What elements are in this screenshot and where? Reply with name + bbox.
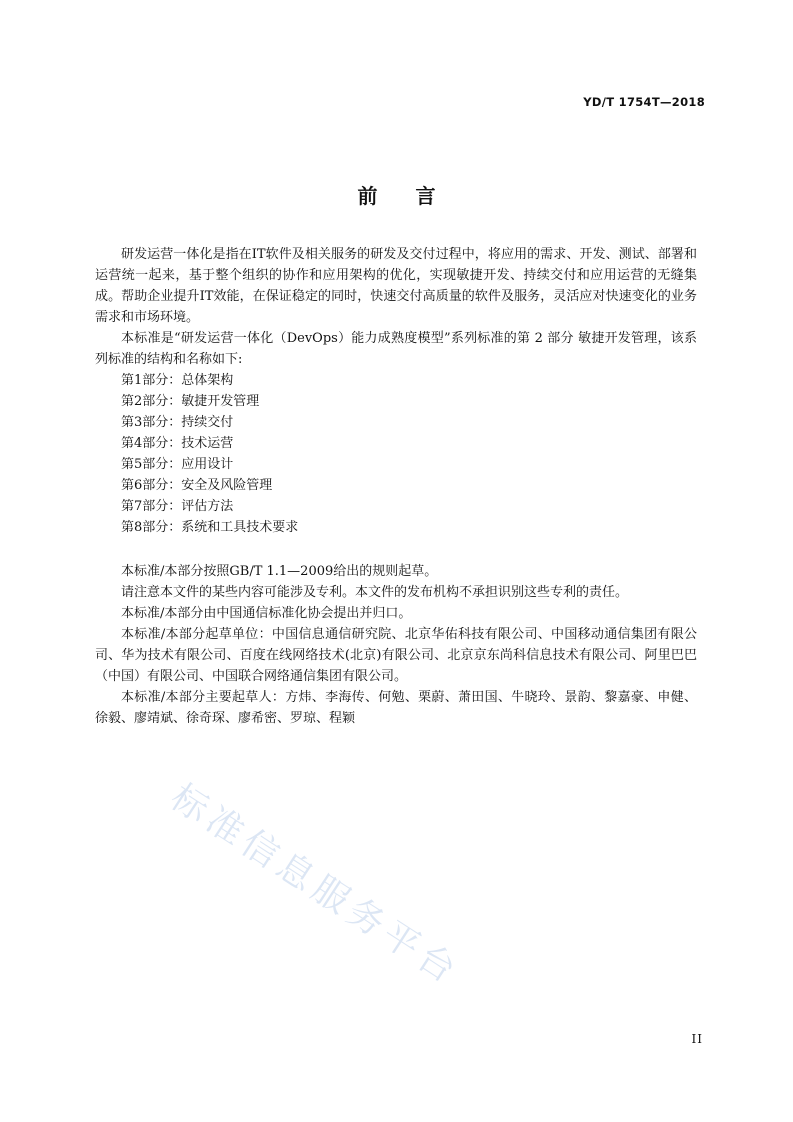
part-list-item: 第5部分：应用设计 bbox=[121, 457, 234, 472]
part-list-item: 第7部分：评估方法 bbox=[121, 499, 234, 514]
intro-paragraph: 本标准是“研发运营一体化（DevOps）能力成熟度模型”系列标准的第 2 部分 敏捷开发管理，该系列标准的结构和名称如下: bbox=[95, 331, 697, 367]
note-paragraph: 本标准/本部分由中国通信标准化协会提出并归口。 bbox=[121, 606, 412, 621]
watermark: 标准信息服务平台 bbox=[163, 776, 468, 995]
part-list-item: 第6部分：安全及风险管理 bbox=[121, 478, 273, 493]
standard-code: YD/T 1754T—2018 bbox=[583, 95, 705, 109]
page-number: II bbox=[691, 1032, 703, 1046]
document-body bbox=[95, 244, 697, 729]
part-list-item: 第8部分：系统和工具技术要求 bbox=[121, 520, 299, 535]
drafters: 本标准/本部分主要起草人：方炜、李海传、何勉、栗蔚、萧田国、牛晓玲、景韵、黎嘉豪、申健、徐毅、廖靖斌、徐奇琛、廖希密、罗琼、程颖 bbox=[95, 690, 697, 726]
note-paragraph: 请注意本文件的某些内容可能涉及专利。本文件的发布机构不承担识别这些专利的责任。 bbox=[121, 585, 629, 600]
note-paragraph: 本标准/本部分按照GB/T 1.1—2009给出的规则起草。 bbox=[121, 564, 438, 579]
part-list-item: 第3部分：持续交付 bbox=[121, 415, 234, 430]
part-list-item: 第4部分：技术运营 bbox=[121, 436, 234, 451]
paragraph-gap bbox=[95, 538, 697, 561]
part-list-item: 第2部分：敏捷开发管理 bbox=[121, 394, 260, 409]
part-list-item: 第1部分：总体架构 bbox=[121, 373, 234, 388]
intro-paragraph: 研发运营一体化是指在IT软件及相关服务的研发及交付过程中，将应用的需求、开发、测试、部署和运营统一起来，基于整个组织的协作和应用架构的优化，实现敏捷开发、持续交付和应用运营的无缝集成。帮助企业提升IT效能，在保证稳定的同时，快速交付高质量的软件及服务，灵活应对快速变化的业务需求和市场环境。 bbox=[95, 247, 697, 325]
page-title: 前言 bbox=[357, 184, 474, 208]
drafting-units: 本标准/本部分起草单位：中国信息通信研究院、北京华佑科技有限公司、中国移动通信集团有限公司、华为技术有限公司、百度在线网络技术(北京)有限公司、北京京东尚科信息技术有限公司、阿里巴巴（中国）有限公司、中国联合网络通信集团有限公司。 bbox=[95, 627, 697, 684]
